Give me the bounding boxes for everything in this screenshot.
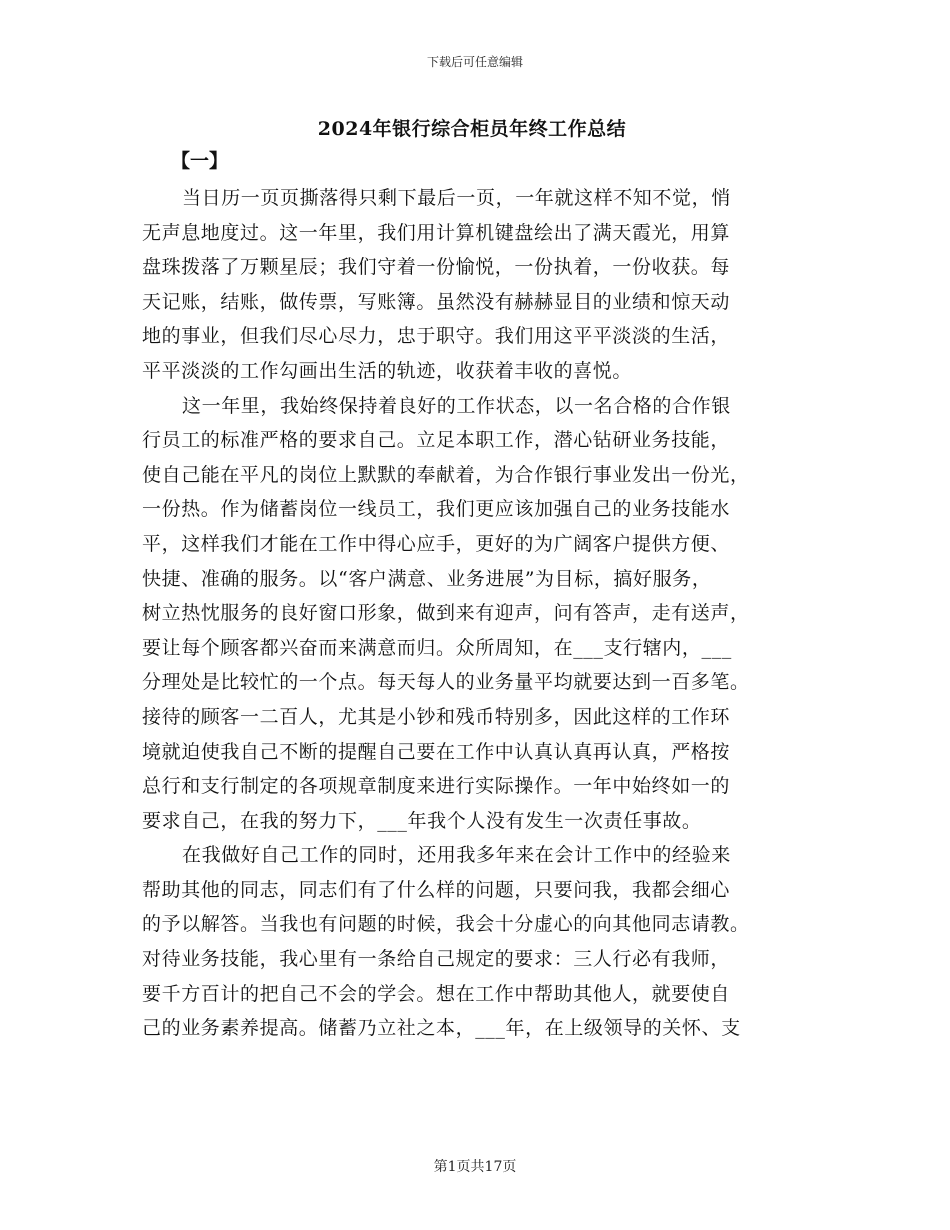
page-header-note: 下载后可任意编辑 (426, 55, 523, 69)
paragraph-line: 行员工的标准严格的要求自己。立足本职工作，潜心钻研业务技能， (142, 429, 731, 452)
paragraph-line: 帮助其他的同志，同志们有了什么样的问题，只要问我，我都会细心 (142, 878, 731, 901)
paragraph-line: 无声息地度过。这一年里，我们用计算机键盘绘出了满天霞光，用算 (142, 221, 731, 244)
paragraph-line: 要求自己，在我的努力下，___年我个人没有发生一次责任事故。 (142, 809, 702, 832)
paragraph-line: 的予以解答。当我也有问题的时候，我会十分虚心的向其他同志请教。 (142, 913, 750, 936)
paragraph-line: 要让每个顾客都兴奋而来满意而归。众所周知，在___支行辖内，___ (142, 636, 732, 659)
document-title: 2024年银行综合柜员年终工作总结 (317, 118, 627, 140)
paragraph-line: 平，这样我们才能在工作中得心应手，更好的为广阔客户提供方便、 (142, 532, 731, 555)
paragraph-line: 快捷、准确的服务。以“客户满意、业务进展”为目标，搞好服务， (142, 567, 712, 590)
paragraph-line: 树立热忱服务的良好窗口形象，做到来有迎声，问有答声，走有送声， (142, 602, 750, 625)
paragraph-line: 这一年里，我始终保持着良好的工作状态，以一名合格的合作银 (182, 394, 731, 417)
paragraph-line: 当日历一页页撕落得只剩下最后一页，一年就这样不知不觉，悄 (182, 187, 731, 209)
paragraph-line: 一份热。作为储蓄岗位一线员工，我们更应该加强自己的业务技能水 (142, 498, 731, 521)
paragraph-line: 分理处是比较忙的一个点。每天每人的业务量平均就要达到一百多笔。 (142, 671, 750, 694)
paragraph-line: 地的事业，但我们尽心尽力，忠于职守。我们用这平平淡淡的生活， (142, 325, 731, 348)
page-number: 第1页共17页 (433, 1159, 517, 1175)
paragraph-line: 对待业务技能，我心里有一条给自己规定的要求：三人行必有我师， (142, 948, 731, 971)
paragraph-line: 盘珠拨落了万颗星辰；我们守着一份愉悦，一份执着，一份收获。每 (142, 256, 731, 279)
paragraph-line: 己的业务素养提高。储蓄乃立社之本，___年，在上级领导的关怀、支 (142, 1017, 741, 1040)
paragraph-line: 在我做好自己工作的同时，还用我多年来在会计工作中的经验来 (182, 844, 731, 867)
document-body (142, 181, 807, 1046)
paragraph-line: 接待的顾客一二百人，尤其是小钞和残币特别多，因此这样的工作环 (142, 705, 731, 728)
paragraph-line: 要千方百计的把自己不会的学会。想在工作中帮助其他人，就要使自 (142, 982, 731, 1005)
paragraph-line: 天记账，结账，做传票，写账簿。虽然没有赫赫显目的业绩和惊天动 (142, 290, 731, 313)
paragraph-line: 平平淡淡的工作勾画出生活的轨迹，收获着丰收的喜悦。 (142, 359, 633, 382)
paragraph-line: 境就迫使我自己不断的提醒自己要在工作中认真认真再认真，严格按 (142, 740, 731, 763)
paragraph-line: 使自己能在平凡的岗位上默默的奉献着，为合作银行事业发出一份光， (142, 463, 750, 486)
paragraph-line: 总行和支行制定的各项规章制度来进行实际操作。一年中始终如一的 (142, 775, 731, 798)
section-label: 【一】 (171, 150, 229, 172)
